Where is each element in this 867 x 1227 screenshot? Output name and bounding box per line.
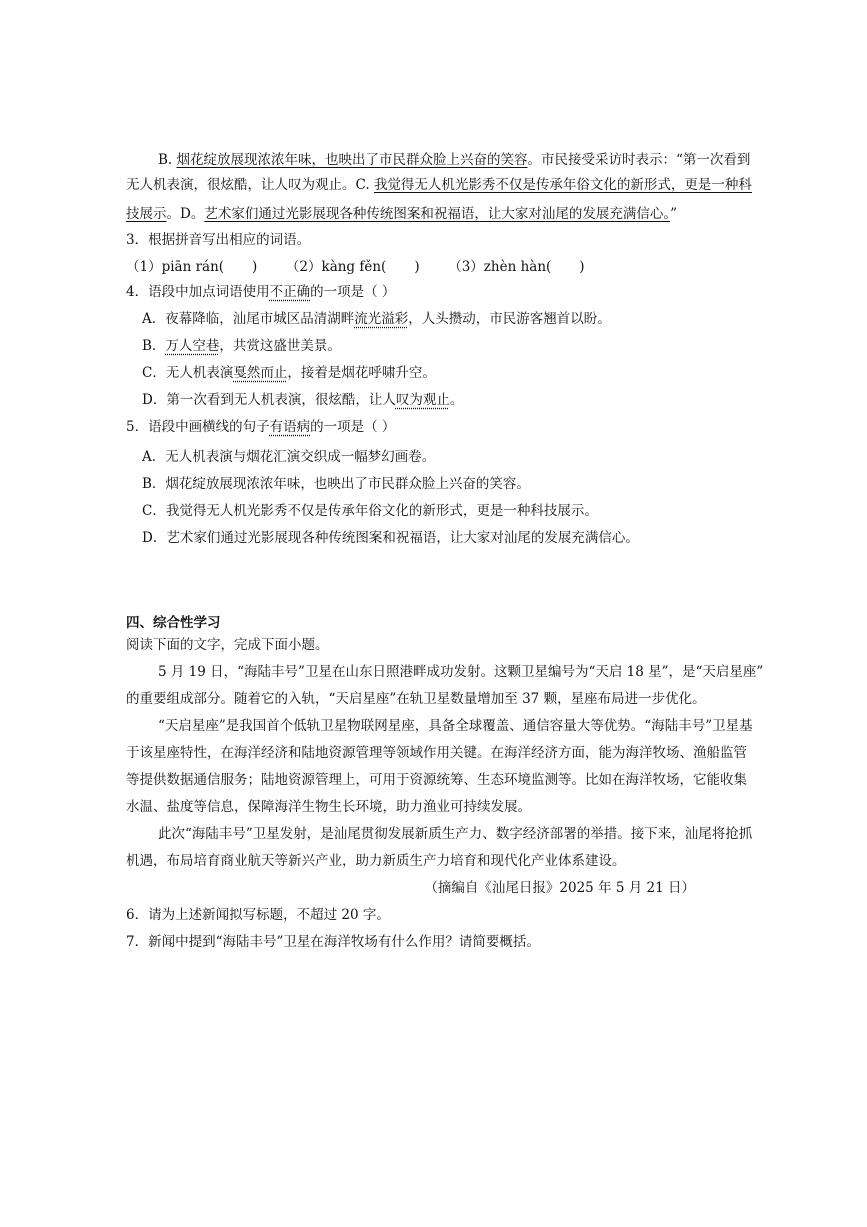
- question-4-option-c: [142, 364, 436, 382]
- blank-close: ): [414, 259, 420, 275]
- pinyin-2: （2）kàng fěn(: [285, 259, 387, 275]
- news-line-3: “天启星座”是我国首个低轨卫星物联网星座，具备全球覆盖、通信容量大等优势。“海陆丰号”卫星基: [158, 718, 753, 734]
- news-line-1: 5 月 19 日，“海陆丰号”卫星在山东日照港畔成功发射。这颗卫星编号为“天启 18 星”，是“天启星座”: [158, 664, 764, 680]
- passage-text: B.: [158, 152, 177, 168]
- question-4-option-b: [142, 337, 341, 355]
- news-line-2: 的重要组成部分。随着它的入轨，“天启星座”在轨卫星数量增加至 37 颗，星座布局进一步优化。: [126, 691, 706, 707]
- pinyin-1: （1）piān rán(: [126, 259, 225, 275]
- q5-title-emphasis: 有语病: [269, 419, 311, 435]
- q4-title-text: 的一项是（ ）: [310, 284, 396, 300]
- blank-close: ): [252, 259, 258, 275]
- underlined-sentence-b: 烟花绽放展现浓浓年味，也映出了市民群众脸上兴奋的笑容: [176, 152, 528, 168]
- dotted-word: 万人空巷: [165, 338, 220, 354]
- news-line-4: 于该星座特性，在海洋经济和陆地资源管理等领域作用关键。在海洋经济方面，能为海洋牧场、渔船监管: [126, 745, 747, 761]
- passage-text: 无人机表演，很炫酷，让人叹为观止。C.: [126, 177, 374, 193]
- question-4-option-a: [142, 310, 611, 328]
- question-5-option-b: B．烟花绽放展现浓浓年味，也映出了市民群众脸上兴奋的笑容。: [142, 476, 530, 492]
- news-line-5: 等提供数据通信服务；陆地资源管理上，可用于资源统筹、生态环境监测等。比如在海洋牧场，它能收集: [126, 772, 747, 788]
- question-5-option-a: A．无人机表演与烟花汇演交织成一幅梦幻画卷。: [142, 449, 436, 465]
- option-text: B．: [142, 338, 166, 354]
- news-line-8: 机遇，布局培育商业航天等新兴产业，助力新质生产力培育和现代化产业体系建设。: [126, 853, 626, 869]
- passage-line-3: [126, 205, 677, 223]
- question-5-option-c: C．我觉得无人机光影秀不仅是传承年俗文化的新形式，更是一种科技展示。: [142, 503, 598, 519]
- passage-line-2: [126, 176, 752, 194]
- option-text: C．无人机表演: [142, 365, 234, 381]
- question-3-items: [126, 258, 585, 276]
- option-text: D．第一次看到无人机表演，很炫酷，让人: [142, 392, 396, 408]
- q4-title-text: 4．语段中加点词语使用: [126, 284, 270, 300]
- question-5-option-d: D．艺术家们通过光影展现各种传统图案和祝福语，让大家对汕尾的发展充满信心。: [142, 530, 639, 546]
- news-line-6: 水温、盐度等信息，保障海洋生物生长环境，助力渔业可持续发展。: [126, 799, 531, 815]
- passage-text: ”: [670, 206, 677, 222]
- q5-title-text: 的一项是（ ）: [310, 419, 396, 435]
- question-4-title: [126, 283, 395, 301]
- question-3-title: 3．根据拼音写出相应的词语。: [126, 232, 311, 248]
- q4-title-emphasis: 不正确: [269, 284, 311, 300]
- section-heading: 四、综合性学习: [126, 615, 221, 631]
- dotted-word: 叹为观止: [395, 392, 450, 408]
- question-5-title: [126, 418, 395, 436]
- dotted-word: 戛然而止: [233, 365, 288, 381]
- question-7: 7．新闻中提到“海陆丰号”卫星在海洋牧场有什么作用？请简要概括。: [126, 934, 540, 950]
- blank-close: ): [579, 259, 585, 275]
- question-4-option-d: [142, 391, 463, 409]
- option-text: ，接着是烟花呼啸升空。: [287, 365, 436, 381]
- passage-text: 。市民接受采访时表示：“第一次看到: [527, 152, 751, 168]
- option-text: ，共赏这盛世美景。: [219, 338, 341, 354]
- news-source: （摘编自《汕尾日报》2025 年 5 月 21 日）: [424, 880, 695, 896]
- question-6: 6．请为上述新闻拟写标题，不超过 20 字。: [126, 907, 390, 923]
- q5-title-text: 5．语段中画横线的句子: [126, 419, 270, 435]
- passage-text: 。D。: [166, 206, 205, 222]
- passage-line-1: [158, 151, 750, 169]
- option-text: 。: [449, 392, 464, 408]
- option-text: A．夜幕降临，汕尾市城区品清湖畔: [142, 311, 355, 327]
- underlined-sentence-c-end: 技展示: [126, 206, 167, 222]
- underlined-sentence-c: 我觉得无人机光影秀不仅是传承年俗文化的新形式，更是一种科: [373, 177, 752, 193]
- underlined-sentence-d: 艺术家们通过光影展现各种传统图案和祝福语，让大家对汕尾的发展充满信心。: [204, 206, 671, 222]
- news-line-7: 此次“海陆丰号”卫星发射，是汕尾贯彻发展新质生产力、数字经济部署的举措。接下来，汕尾将抢抓: [158, 826, 753, 842]
- dotted-word: 流光溢彩: [354, 311, 409, 327]
- section-intro: 阅读下面的文字，完成下面小题。: [126, 637, 329, 653]
- option-text: ，人头攒动，市民游客翘首以盼。: [408, 311, 611, 327]
- pinyin-3: （3）zhèn hàn(: [448, 259, 552, 275]
